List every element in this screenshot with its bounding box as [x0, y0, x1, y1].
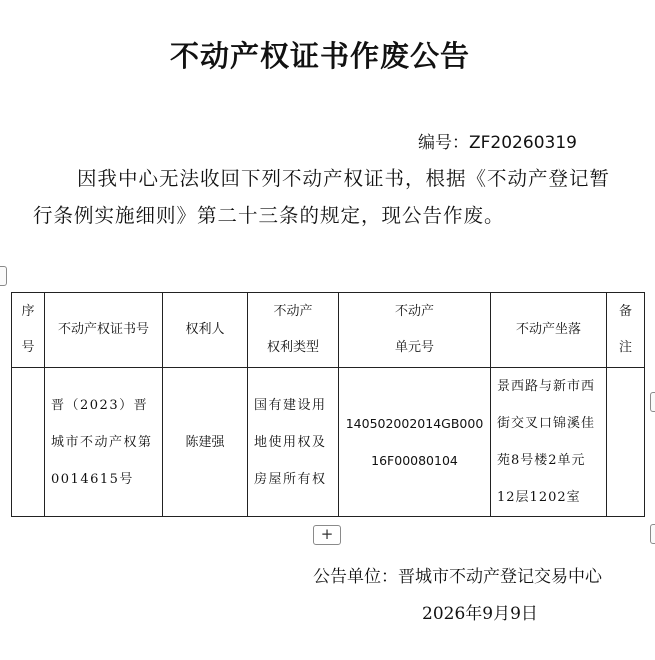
column-resize-handle[interactable]: [650, 392, 655, 412]
header-right-type: 不动产 权利类型: [248, 293, 339, 368]
notice-body: 因我中心无法收回下列不动产权证书，根据《不动产登记暂行条例实施细则》第二十三条的规定，现公告作废。: [33, 167, 611, 227]
issuing-unit: 公告单位：晋城市不动产登记交易中心: [313, 567, 602, 587]
column-resize-handle-bottom[interactable]: [650, 524, 655, 544]
notice-date: 2026年9月9日: [422, 604, 538, 624]
plus-icon: +: [320, 525, 334, 543]
header-unit-no: 不动产 单元号: [339, 293, 491, 368]
cell-holder[interactable]: 陈建强: [163, 368, 248, 517]
cell-unit-no[interactable]: 140502002014GB00016F00080104: [339, 368, 491, 517]
header-holder: 权利人: [163, 293, 248, 368]
table-header-row: [12, 293, 645, 368]
add-row-button[interactable]: [313, 525, 341, 545]
page-title: 不动产权证书作废公告: [169, 39, 470, 73]
cell-location[interactable]: 景西路与新市西街交叉口锦溪佳苑8号楼2单元12层1202室: [491, 368, 607, 517]
cell-remark[interactable]: [607, 368, 645, 517]
header-remark: 备 注: [607, 293, 645, 368]
cell-seq[interactable]: [12, 368, 45, 517]
header-location: 不动产坐落: [491, 293, 607, 368]
cell-right-type[interactable]: 国有建设用地使用权及房屋所有权: [248, 368, 339, 517]
table-row: [12, 368, 645, 517]
serial-number: [418, 128, 577, 153]
header-seq: 序 号: [12, 293, 45, 368]
serial-label: 编号：: [418, 133, 469, 153]
certificate-table: [11, 292, 645, 517]
serial-value: ZF20260319: [469, 133, 577, 153]
cell-cert-no[interactable]: 晋（2023）晋城市不动产权第0014615号: [45, 368, 163, 517]
header-cert-no: 不动产权证书号: [45, 293, 163, 368]
table-drag-handle[interactable]: [0, 266, 7, 286]
